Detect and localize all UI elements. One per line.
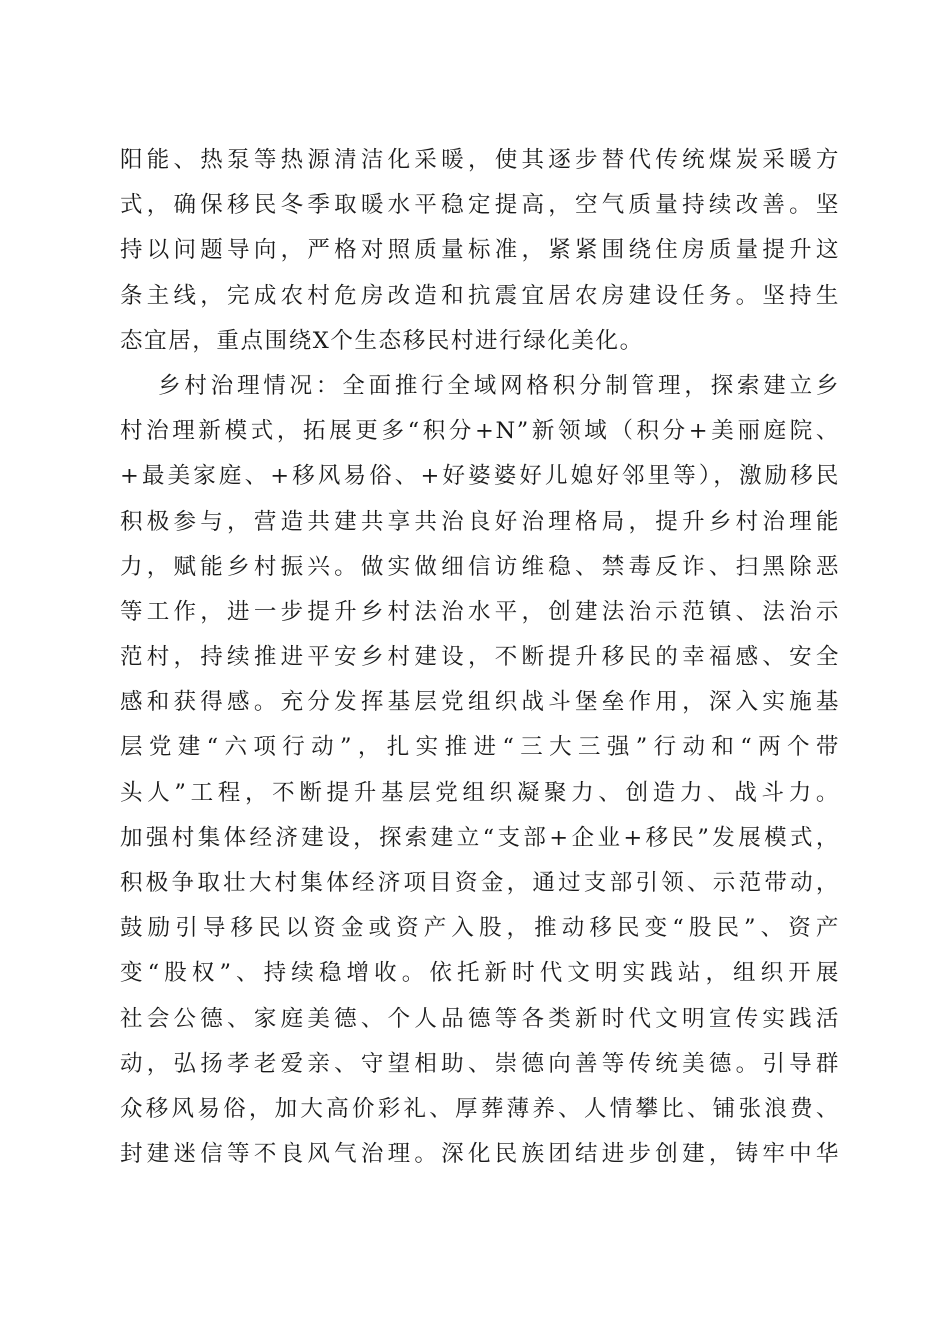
text-line: 动，弘扬孝老爱亲、守望相助、崇德向善等传统美德。引导群 (120, 1050, 840, 1077)
text-line: 感和获得感。充分发挥基层党组织战斗堡垒作用，深入实施基 (120, 689, 840, 716)
text-line: 等工作，进一步提升乡村法治水平，创建法治示范镇、法治示 (120, 598, 840, 625)
text-line: 变“股权”、持续稳增收。依托新时代文明实践站，组织开展 (120, 960, 840, 987)
text-line: 乡村治理情况：全面推行全域网格积分制管理，探索建立乡 (158, 372, 840, 399)
paragraph-rural-governance (120, 364, 840, 1177)
text-line: 头人”工程，不断提升基层党组织凝聚力、创造力、战斗力。 (120, 779, 840, 806)
text-line: 积极参与，营造共建共享共治良好治理格局，提升乡村治理能 (120, 508, 840, 535)
text-line: 阳能、热泵等热源清洁化采暖，使其逐步替代传统煤炭采暖方 (120, 147, 840, 173)
text-line: 态宜居，重点围绕X个生态移民村进行绿化美化。 (120, 327, 644, 354)
text-line: 力，赋能乡村振兴。做实做细信访维稳、禁毒反诈、扫黑除恶 (120, 553, 840, 580)
text-line: 加强村集体经济建设，探索建立“支部+企业+移民”发展模式， (120, 824, 840, 851)
paragraph-clean-heating (120, 138, 840, 364)
text-line: 社会公德、家庭美德、个人品德等各类新时代文明宣传实践活 (120, 1005, 840, 1032)
body-text (120, 138, 840, 1177)
text-line: 积极争取壮大村集体经济项目资金，通过支部引领、示范带动， (120, 870, 840, 896)
text-line: 持以问题导向，严格对照质量标准，紧紧围绕住房质量提升这 (120, 237, 840, 264)
text-line: 层党建“六项行动”，扎实推进“三大三强”行动和“两个带 (120, 734, 840, 761)
text-line: 鼓励引导移民以资金或资产入股，推动移民变“股民”、资产 (120, 915, 840, 942)
text-line: 众移风易俗，加大高价彩礼、厚葬薄养、人情攀比、铺张浪费、 (120, 1095, 840, 1122)
text-line: 村治理新模式，拓展更多“积分+N”新领域（积分+美丽庭院、 (120, 418, 840, 445)
text-line: 范村，持续推进平安乡村建设，不断提升移民的幸福感、安全 (120, 644, 840, 671)
text-line: 封建迷信等不良风气治理。深化民族团结进步创建，铸牢中华 (120, 1141, 840, 1168)
text-line: 条主线，完成农村危房改造和抗震宜居农房建设任务。坚持生 (120, 282, 840, 309)
text-line: +最美家庭、+移风易俗、+好婆婆好儿媳好邻里等），激励移民 (120, 463, 840, 490)
text-line: 式，确保移民冬季取暖水平稳定提高，空气质量持续改善。坚 (120, 192, 840, 219)
